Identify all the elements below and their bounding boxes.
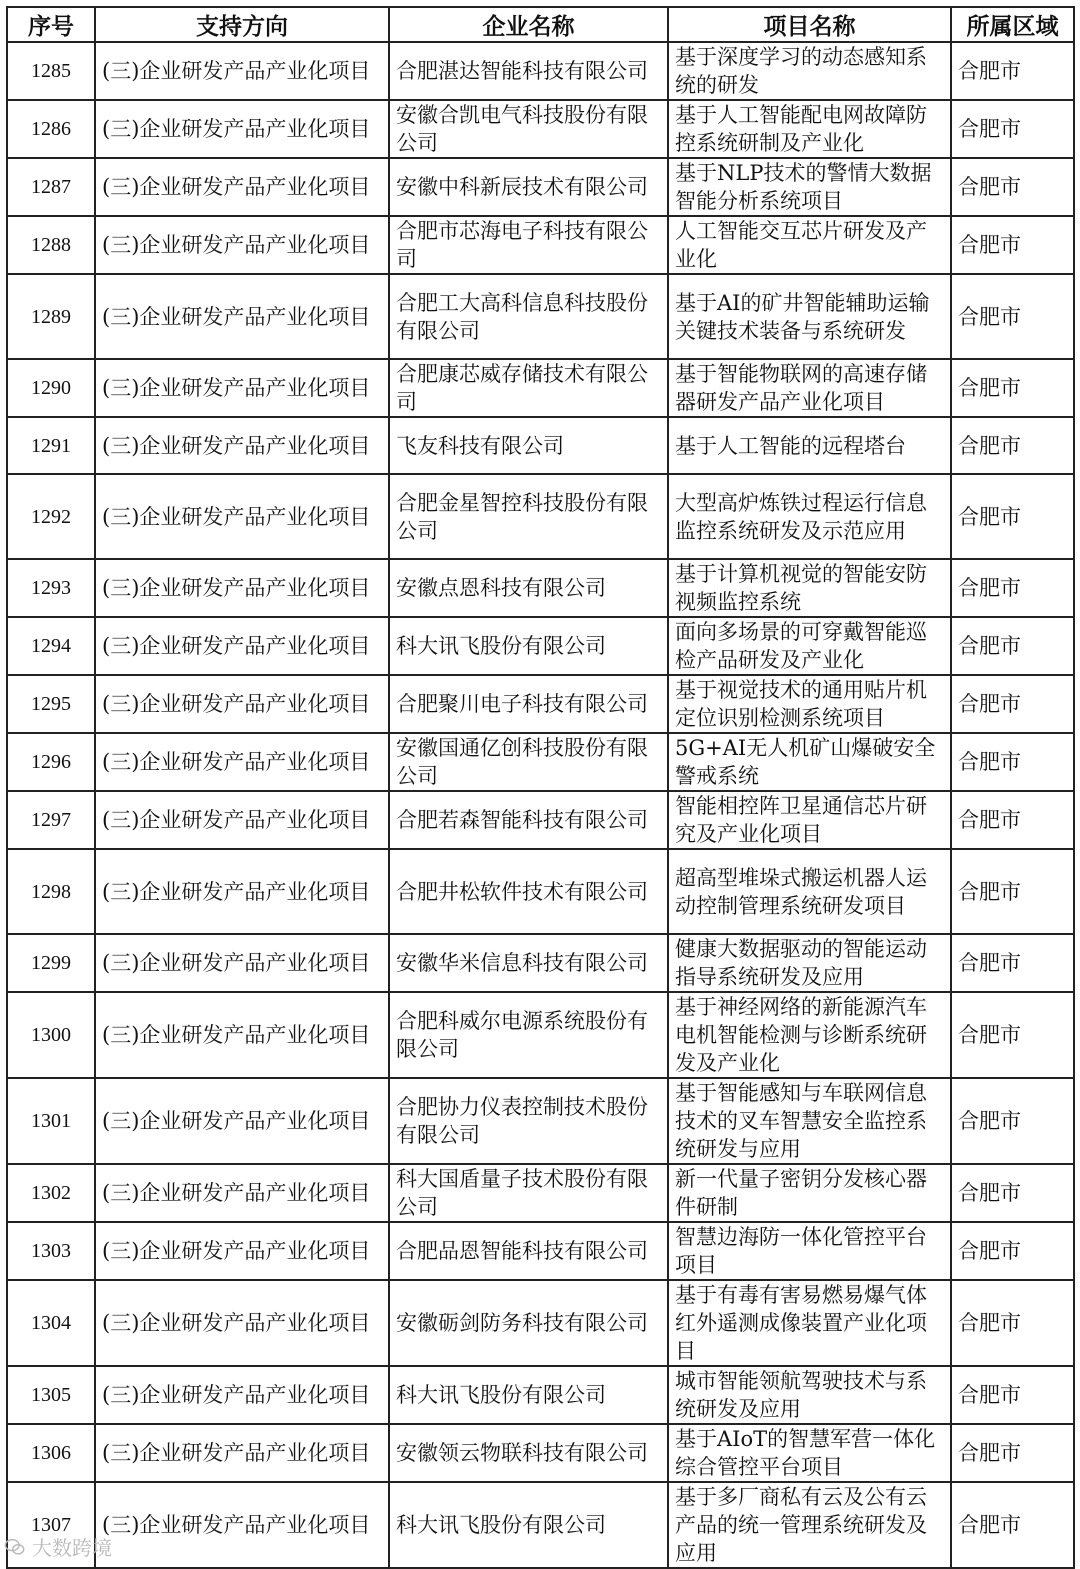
cell-index: 1300 [7, 992, 95, 1078]
cell-company-name: 科大讯飞股份有限公司 [389, 617, 668, 675]
cell-index: 1286 [7, 100, 95, 158]
cell-project-name: 基于AI的矿井智能辅助运输关键技术装备与系统研发 [668, 274, 951, 359]
cell-support-direction: (三)企业研发产品产业化项目 [95, 992, 389, 1078]
cell-project-name: 超高型堆垛式搬运机器人运动控制管理系统研发项目 [668, 849, 951, 934]
cell-company-name: 科大国盾量子技术股份有限公司 [389, 1164, 668, 1222]
cell-project-name: 基于人工智能的远程塔台 [668, 417, 951, 474]
cell-project-name: 人工智能交互芯片研发及产业化 [668, 216, 951, 274]
table-row [7, 733, 1074, 791]
cell-company-name: 飞友科技有限公司 [389, 417, 668, 474]
cell-company-name: 科大讯飞股份有限公司 [389, 1482, 668, 1568]
cell-company-name: 合肥金星智控科技股份有限公司 [389, 474, 668, 559]
table-row [7, 42, 1074, 100]
cell-index: 1307 [7, 1482, 95, 1568]
cell-index: 1295 [7, 675, 95, 733]
cell-company-name: 安徽砺剑防务科技有限公司 [389, 1280, 668, 1366]
cell-support-direction: (三)企业研发产品产业化项目 [95, 1366, 389, 1424]
cell-region: 合肥市 [951, 791, 1074, 849]
cell-region: 合肥市 [951, 42, 1074, 100]
cell-region: 合肥市 [951, 1164, 1074, 1222]
cell-project-name: 基于人工智能配电网故障防控系统研制及产业化 [668, 100, 951, 158]
cell-project-name: 基于智能感知与车联网信息技术的叉车智慧安全监控系统研发与应用 [668, 1078, 951, 1164]
cell-index: 1304 [7, 1280, 95, 1366]
table-row [7, 274, 1074, 359]
cell-region: 合肥市 [951, 474, 1074, 559]
table-row [7, 1222, 1074, 1280]
cell-region: 合肥市 [951, 1482, 1074, 1568]
project-list-table [6, 6, 1075, 1569]
cell-project-name: 大型高炉炼铁过程运行信息监控系统研发及示范应用 [668, 474, 951, 559]
cell-company-name: 合肥若森智能科技有限公司 [389, 791, 668, 849]
cell-region: 合肥市 [951, 1078, 1074, 1164]
cell-index: 1298 [7, 849, 95, 934]
cell-project-name: 基于计算机视觉的智能安防视频监控系统 [668, 559, 951, 617]
cell-region: 合肥市 [951, 274, 1074, 359]
cell-project-name: 基于有毒有害易燃易爆气体红外遥测成像装置产业化项目 [668, 1280, 951, 1366]
cell-region: 合肥市 [951, 934, 1074, 992]
table-row [7, 617, 1074, 675]
cell-region: 合肥市 [951, 1280, 1074, 1366]
cell-support-direction: (三)企业研发产品产业化项目 [95, 617, 389, 675]
table-row [7, 675, 1074, 733]
cell-index: 1292 [7, 474, 95, 559]
table-row [7, 100, 1074, 158]
cell-index: 1301 [7, 1078, 95, 1164]
cell-project-name: 5G+AI无人机矿山爆破安全警戒系统 [668, 733, 951, 791]
cell-project-name: 基于NLP技术的警情大数据智能分析系统项目 [668, 158, 951, 216]
cell-index: 1302 [7, 1164, 95, 1222]
cell-index: 1306 [7, 1424, 95, 1482]
cell-support-direction: (三)企业研发产品产业化项目 [95, 675, 389, 733]
cell-index: 1293 [7, 559, 95, 617]
cell-project-name: 基于AIoT的智慧军营一体化综合管控平台项目 [668, 1424, 951, 1482]
cell-index: 1296 [7, 733, 95, 791]
cell-index: 1290 [7, 359, 95, 417]
table-row [7, 474, 1074, 559]
cell-project-name: 城市智能领航驾驶技术与系统研发及应用 [668, 1366, 951, 1424]
table-header-row [7, 7, 1074, 42]
cell-company-name: 合肥科威尔电源系统股份有限公司 [389, 992, 668, 1078]
cell-region: 合肥市 [951, 359, 1074, 417]
cell-company-name: 安徽国通亿创科技股份有限公司 [389, 733, 668, 791]
cell-region: 合肥市 [951, 216, 1074, 274]
table-row [7, 849, 1074, 934]
cell-index: 1297 [7, 791, 95, 849]
cell-region: 合肥市 [951, 158, 1074, 216]
cell-company-name: 安徽合凯电气科技股份有限公司 [389, 100, 668, 158]
cell-support-direction: (三)企业研发产品产业化项目 [95, 474, 389, 559]
watermark [4, 1532, 112, 1561]
cell-support-direction: (三)企业研发产品产业化项目 [95, 100, 389, 158]
cell-project-name: 新一代量子密钥分发核心器件研制 [668, 1164, 951, 1222]
table-row [7, 1366, 1074, 1424]
cell-region: 合肥市 [951, 675, 1074, 733]
cell-index: 1287 [7, 158, 95, 216]
cell-index: 1303 [7, 1222, 95, 1280]
cell-company-name: 科大讯飞股份有限公司 [389, 1366, 668, 1424]
cell-support-direction: (三)企业研发产品产业化项目 [95, 1078, 389, 1164]
table-row [7, 1424, 1074, 1482]
cell-support-direction: (三)企业研发产品产业化项目 [95, 849, 389, 934]
cell-project-name: 基于视觉技术的通用贴片机定位识别检测系统项目 [668, 675, 951, 733]
cell-company-name: 合肥湛达智能科技有限公司 [389, 42, 668, 100]
cell-index: 1294 [7, 617, 95, 675]
cell-index: 1291 [7, 417, 95, 474]
table-row [7, 359, 1074, 417]
table-row [7, 158, 1074, 216]
cell-support-direction: (三)企业研发产品产业化项目 [95, 1482, 389, 1568]
cell-region: 合肥市 [951, 992, 1074, 1078]
cell-company-name: 合肥市芯海电子科技有限公司 [389, 216, 668, 274]
header-project-name: 项目名称 [668, 7, 951, 42]
cell-support-direction: (三)企业研发产品产业化项目 [95, 359, 389, 417]
cell-project-name: 智能相控阵卫星通信芯片研究及产业化项目 [668, 791, 951, 849]
cell-index: 1299 [7, 934, 95, 992]
cell-support-direction: (三)企业研发产品产业化项目 [95, 274, 389, 359]
cell-support-direction: (三)企业研发产品产业化项目 [95, 42, 389, 100]
cell-region: 合肥市 [951, 617, 1074, 675]
cell-support-direction: (三)企业研发产品产业化项目 [95, 1280, 389, 1366]
header-index: 序号 [7, 7, 95, 42]
cell-support-direction: (三)企业研发产品产业化项目 [95, 559, 389, 617]
cell-project-name: 面向多场景的可穿戴智能巡检产品研发及产业化 [668, 617, 951, 675]
cell-support-direction: (三)企业研发产品产业化项目 [95, 733, 389, 791]
cell-region: 合肥市 [951, 1366, 1074, 1424]
cell-company-name: 安徽中科新辰技术有限公司 [389, 158, 668, 216]
cell-region: 合肥市 [951, 733, 1074, 791]
cell-company-name: 合肥井松软件技术有限公司 [389, 849, 668, 934]
table-row [7, 1280, 1074, 1366]
cell-company-name: 安徽华米信息科技有限公司 [389, 934, 668, 992]
wechat-icon [4, 1536, 26, 1558]
cell-support-direction: (三)企业研发产品产业化项目 [95, 417, 389, 474]
cell-company-name: 合肥品恩智能科技有限公司 [389, 1222, 668, 1280]
cell-company-name: 合肥协力仪表控制技术股份有限公司 [389, 1078, 668, 1164]
cell-support-direction: (三)企业研发产品产业化项目 [95, 216, 389, 274]
watermark-text: 大数跨境 [32, 1536, 112, 1560]
table-row [7, 417, 1074, 474]
header-support-direction: 支持方向 [95, 7, 389, 42]
cell-index: 1288 [7, 216, 95, 274]
table-row [7, 791, 1074, 849]
table-row [7, 1164, 1074, 1222]
cell-index: 1285 [7, 42, 95, 100]
cell-support-direction: (三)企业研发产品产业化项目 [95, 1222, 389, 1280]
cell-region: 合肥市 [951, 1424, 1074, 1482]
cell-project-name: 健康大数据驱动的智能运动指导系统研发及应用 [668, 934, 951, 992]
cell-project-name: 基于多厂商私有云及公有云产品的统一管理系统研发及应用 [668, 1482, 951, 1568]
header-region: 所属区域 [951, 7, 1074, 42]
table-row [7, 934, 1074, 992]
cell-project-name: 智慧边海防一体化管控平台项目 [668, 1222, 951, 1280]
cell-region: 合肥市 [951, 1222, 1074, 1280]
cell-project-name: 基于深度学习的动态感知系统的研发 [668, 42, 951, 100]
header-company-name: 企业名称 [389, 7, 668, 42]
cell-company-name: 合肥聚川电子科技有限公司 [389, 675, 668, 733]
cell-region: 合肥市 [951, 417, 1074, 474]
table-row [7, 992, 1074, 1078]
cell-project-name: 基于智能物联网的高速存储器研发产品产业化项目 [668, 359, 951, 417]
cell-project-name: 基于神经网络的新能源汽车电机智能检测与诊断系统研发及产业化 [668, 992, 951, 1078]
cell-company-name: 合肥工大高科信息科技股份有限公司 [389, 274, 668, 359]
cell-support-direction: (三)企业研发产品产业化项目 [95, 1164, 389, 1222]
cell-company-name: 安徽点恩科技有限公司 [389, 559, 668, 617]
cell-region: 合肥市 [951, 559, 1074, 617]
cell-region: 合肥市 [951, 849, 1074, 934]
cell-region: 合肥市 [951, 100, 1074, 158]
cell-index: 1305 [7, 1366, 95, 1424]
cell-company-name: 合肥康芯威存储技术有限公司 [389, 359, 668, 417]
table-row [7, 216, 1074, 274]
table-row [7, 1482, 1074, 1568]
cell-company-name: 安徽领云物联科技有限公司 [389, 1424, 668, 1482]
cell-support-direction: (三)企业研发产品产业化项目 [95, 791, 389, 849]
table-row [7, 559, 1074, 617]
cell-support-direction: (三)企业研发产品产业化项目 [95, 1424, 389, 1482]
cell-support-direction: (三)企业研发产品产业化项目 [95, 934, 389, 992]
table-row [7, 1078, 1074, 1164]
cell-support-direction: (三)企业研发产品产业化项目 [95, 158, 389, 216]
cell-index: 1289 [7, 274, 95, 359]
